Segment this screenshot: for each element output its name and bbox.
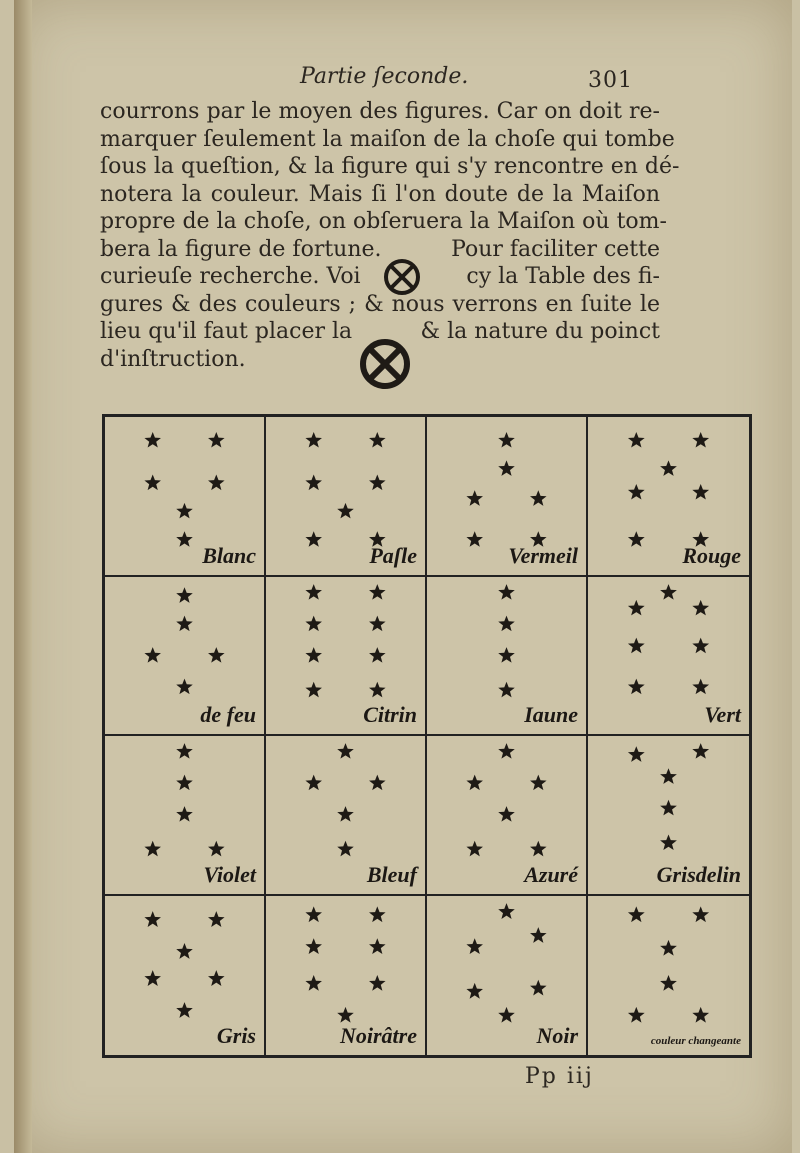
star-icon bbox=[337, 743, 354, 759]
star-icon bbox=[498, 432, 515, 448]
star-icon bbox=[466, 531, 483, 547]
page-header bbox=[0, 64, 800, 98]
star-icon bbox=[176, 531, 193, 547]
figure-cell bbox=[427, 577, 588, 737]
star-icon bbox=[628, 531, 645, 547]
star-icon bbox=[369, 906, 386, 922]
figure-cell bbox=[427, 417, 588, 577]
star-icon bbox=[660, 768, 677, 784]
figure-label: Blanc bbox=[202, 542, 256, 568]
star-icon bbox=[498, 647, 515, 663]
star-icon bbox=[692, 743, 709, 759]
figure-label: Iaune bbox=[524, 702, 578, 727]
figure-label: Grisdelin bbox=[656, 861, 741, 887]
star-icon bbox=[628, 906, 645, 922]
figure-label: Paſle bbox=[369, 542, 417, 568]
text-segment: Pour faciliter cette bbox=[451, 236, 660, 262]
star-icon bbox=[628, 484, 645, 500]
star-icon bbox=[498, 743, 515, 759]
star-icon bbox=[692, 637, 709, 653]
figure-label: de feu bbox=[200, 702, 256, 727]
figure-label: Violet bbox=[203, 861, 256, 887]
star-icon bbox=[498, 584, 515, 600]
star-icon bbox=[628, 432, 645, 448]
star-icon bbox=[660, 974, 677, 990]
star-icon bbox=[692, 599, 709, 615]
figure-cell bbox=[266, 736, 427, 896]
star-icon bbox=[208, 432, 225, 448]
star-icon bbox=[337, 841, 354, 857]
star-icon bbox=[176, 678, 193, 694]
star-icon bbox=[305, 775, 322, 791]
star-icon bbox=[305, 432, 322, 448]
star-icon bbox=[466, 982, 483, 998]
text-line: gures & des couleurs ; & nous verrons en ſuite le bbox=[100, 291, 660, 317]
figure-label: Bleuf bbox=[366, 861, 417, 887]
star-icon bbox=[305, 906, 322, 922]
star-icon bbox=[305, 474, 322, 490]
star-icon bbox=[369, 775, 386, 791]
star-icon bbox=[144, 432, 161, 448]
star-icon bbox=[498, 615, 515, 631]
star-icon bbox=[305, 681, 322, 697]
star-icon bbox=[530, 979, 547, 995]
star-icon bbox=[176, 806, 193, 822]
figure-cell bbox=[588, 417, 749, 577]
star-icon bbox=[176, 587, 193, 603]
text-line bbox=[100, 263, 660, 291]
figure-label: Noirâtre bbox=[340, 1023, 417, 1048]
star-icon bbox=[498, 1006, 515, 1022]
figure-stars bbox=[588, 896, 749, 1056]
star-icon bbox=[176, 615, 193, 631]
figure-label: Azuré bbox=[524, 861, 578, 887]
star-icon bbox=[498, 681, 515, 697]
figures-grid bbox=[105, 417, 749, 1055]
text-line: marquer ſeulement la maiſon de la choſe qui tombe bbox=[100, 126, 675, 152]
star-icon bbox=[692, 678, 709, 694]
text-line: courrons par le moyen des figures. Car on doit re- bbox=[100, 99, 660, 124]
star-icon bbox=[144, 474, 161, 490]
text-line: d'inſtruction. bbox=[100, 346, 246, 372]
star-icon bbox=[466, 841, 483, 857]
running-title: Partie ſeconde. bbox=[300, 64, 469, 89]
figure-cell bbox=[105, 736, 266, 896]
star-icon bbox=[144, 841, 161, 857]
star-icon bbox=[692, 1006, 709, 1022]
star-icon bbox=[530, 490, 547, 506]
star-icon bbox=[337, 806, 354, 822]
text-segment: bera la figure de fortune. bbox=[100, 236, 382, 262]
text-line: propre de la choſe, on obſeruera la Maiſon où tom- bbox=[100, 209, 667, 234]
text-segment: & la nature du poinct bbox=[420, 319, 660, 344]
star-icon bbox=[369, 974, 386, 990]
star-icon bbox=[305, 974, 322, 990]
star-icon bbox=[369, 474, 386, 490]
star-icon bbox=[660, 834, 677, 850]
star-icon bbox=[498, 460, 515, 476]
star-icon bbox=[208, 841, 225, 857]
signature-mark: Pp iij bbox=[525, 1064, 594, 1089]
star-icon bbox=[466, 775, 483, 791]
star-icon bbox=[305, 531, 322, 547]
text-line: ſous la queſtion, & la figure qui s'y rencontre en dé- bbox=[100, 154, 680, 179]
star-icon bbox=[369, 432, 386, 448]
star-icon bbox=[176, 1002, 193, 1018]
star-icon bbox=[337, 1006, 354, 1022]
figure-cell bbox=[105, 417, 266, 577]
star-icon bbox=[208, 970, 225, 986]
text-line: notera la couleur. Mais ſi l'on doute de la Maiſon bbox=[100, 181, 660, 207]
figure-cell bbox=[427, 736, 588, 896]
text-segment: cy la Table des fi- bbox=[466, 264, 660, 289]
wheel-cross-icon bbox=[358, 337, 412, 391]
star-icon bbox=[498, 903, 515, 919]
star-icon bbox=[176, 503, 193, 519]
wheel-cross-icon bbox=[383, 258, 421, 296]
text-segment: lieu qu'il faut placer la bbox=[100, 319, 353, 344]
star-icon bbox=[369, 647, 386, 663]
figure-label: couleur changeante bbox=[650, 1035, 741, 1047]
text-segment: curieuſe recherche. Voi bbox=[100, 264, 361, 289]
star-icon bbox=[692, 484, 709, 500]
star-icon bbox=[208, 647, 225, 663]
star-icon bbox=[530, 841, 547, 857]
star-icon bbox=[176, 743, 193, 759]
figure-cell bbox=[266, 896, 427, 1056]
star-icon bbox=[628, 678, 645, 694]
star-icon bbox=[628, 746, 645, 762]
star-icon bbox=[628, 1006, 645, 1022]
star-icon bbox=[369, 681, 386, 697]
figure-label: Gris bbox=[216, 1023, 256, 1048]
figure-label: Vermeil bbox=[508, 542, 578, 568]
star-icon bbox=[530, 927, 547, 943]
star-icon bbox=[208, 911, 225, 927]
figure-label: Citrin bbox=[363, 702, 417, 727]
figures-table bbox=[102, 414, 752, 1058]
star-icon bbox=[660, 584, 677, 600]
star-icon bbox=[305, 615, 322, 631]
star-icon bbox=[692, 906, 709, 922]
binding-edge bbox=[14, 0, 32, 1153]
star-icon bbox=[144, 647, 161, 663]
star-icon bbox=[176, 943, 193, 959]
star-icon bbox=[466, 938, 483, 954]
figure-cell bbox=[427, 896, 588, 1056]
star-icon bbox=[692, 432, 709, 448]
star-icon bbox=[176, 775, 193, 791]
star-icon bbox=[337, 503, 354, 519]
figure-label: Vert bbox=[704, 702, 741, 727]
star-icon bbox=[369, 584, 386, 600]
figure-cell bbox=[588, 736, 749, 896]
figure-cell bbox=[266, 577, 427, 737]
text-line bbox=[100, 236, 660, 264]
page-number: 301 bbox=[588, 68, 633, 93]
star-icon bbox=[144, 970, 161, 986]
star-icon bbox=[466, 490, 483, 506]
star-icon bbox=[498, 806, 515, 822]
star-icon bbox=[660, 800, 677, 816]
star-icon bbox=[208, 474, 225, 490]
figure-cell bbox=[588, 577, 749, 737]
star-icon bbox=[305, 584, 322, 600]
figure-cell bbox=[105, 577, 266, 737]
star-icon bbox=[628, 599, 645, 615]
star-icon bbox=[144, 911, 161, 927]
star-icon bbox=[628, 637, 645, 653]
star-icon bbox=[305, 938, 322, 954]
figure-label: Noir bbox=[536, 1023, 578, 1048]
figure-label: Rouge bbox=[682, 542, 741, 568]
star-icon bbox=[369, 615, 386, 631]
star-icon bbox=[660, 939, 677, 955]
star-icon bbox=[305, 647, 322, 663]
figure-cell bbox=[105, 896, 266, 1056]
star-icon bbox=[660, 460, 677, 476]
figure-cell bbox=[588, 896, 749, 1056]
body-text bbox=[100, 98, 680, 373]
star-icon bbox=[369, 938, 386, 954]
figure-cell bbox=[266, 417, 427, 577]
star-icon bbox=[530, 775, 547, 791]
